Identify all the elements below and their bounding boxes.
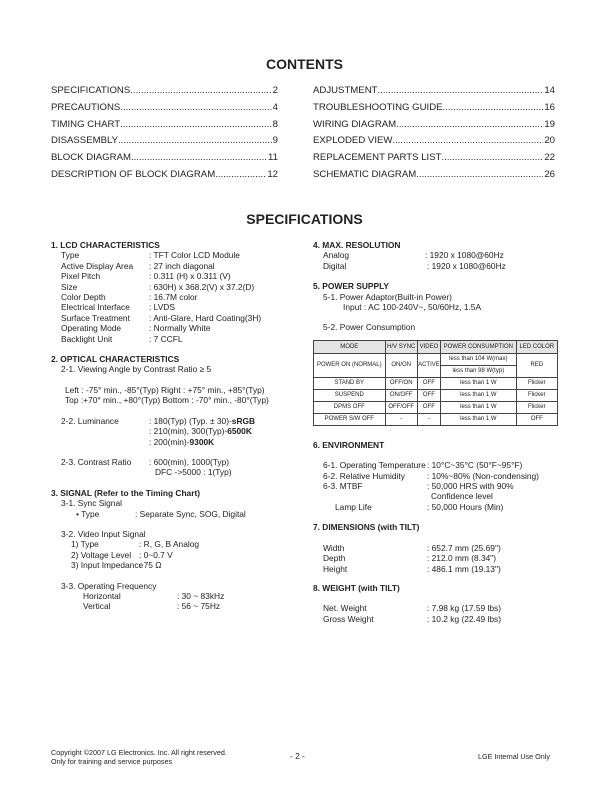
- table-cell: less than 104 W(max): [441, 353, 517, 365]
- toc-entry[interactable]: EXPLODED VIEW ..... 20: [313, 133, 555, 150]
- power-consumption-table: [313, 340, 558, 426]
- table-cell: OFF/OFF: [385, 401, 417, 413]
- training-line: Only for training and service purposes: [51, 757, 173, 766]
- table-header-cell: LED COLOR: [516, 340, 557, 353]
- table-header-row: [314, 340, 558, 353]
- table-cell: OFF: [417, 389, 440, 401]
- environment-heading: 6. ENVIRONMENT: [313, 439, 385, 450]
- spec-row: Electrical Interface : LVDS: [61, 302, 175, 313]
- page-number: - 2 -: [290, 751, 305, 761]
- table-cell: less than 98 W(typ): [441, 365, 517, 377]
- table-row: [314, 389, 558, 401]
- table-cell: STAND BY: [314, 377, 386, 389]
- spec-row: 3) Input Impedance : 75 Ω: [71, 560, 162, 571]
- table-header-cell: VIDEO: [417, 340, 440, 353]
- table-cell: SUSPEND: [314, 389, 386, 401]
- table-cell: OFF: [417, 401, 440, 413]
- table-row: [314, 353, 558, 365]
- lcd-heading: 1. LCD CHARACTERISTICS: [51, 240, 160, 250]
- spec-row: Operating Mode : Normally White: [61, 323, 211, 334]
- contrast-ratio-dfc: DFC ->5000 : 1(Typ): [155, 467, 232, 478]
- toc-entry[interactable]: TROUBLESHOOTING GUIDE ..... 16: [313, 100, 555, 117]
- table-cell: -: [417, 413, 440, 425]
- specifications-title: SPECIFICATIONS: [246, 211, 363, 227]
- contrast-ratio-row: 2-3. Contrast Ratio : 600(min), 1000(Typ): [61, 456, 230, 467]
- power-consumption-title: 5-2. Power Consumption: [323, 322, 416, 333]
- table-cell: DPMS OFF: [314, 401, 386, 413]
- sync-type-row: • Type : Separate Sync, SOG, Digital: [76, 508, 246, 519]
- video-input-title: 3-2. Video Input Signal: [61, 528, 146, 539]
- spec-row: Horizontal : 30 ~ 83kHz: [83, 590, 225, 601]
- toc-entry[interactable]: ADJUSTMENT ..... 14: [313, 83, 555, 100]
- toc-entry[interactable]: DISASSEMBLY ..... 9: [51, 133, 278, 150]
- table-row: [314, 377, 558, 389]
- table-cell: OFF: [417, 377, 440, 389]
- table-cell: less than 1 W: [441, 389, 517, 401]
- table-cell: ON/OFF: [385, 389, 417, 401]
- table-cell: ON/ON: [385, 353, 417, 377]
- luminance-row: 2-2. Luminance : 180(Typ) (Typ. ± 30)-sRGB: [61, 415, 256, 426]
- spec-row: Confidence level: [431, 491, 493, 502]
- spec-row: Width : 652.7 mm (25.69"): [323, 542, 501, 553]
- toc-entry[interactable]: REPLACEMENT PARTS LIST ..... 22: [313, 150, 555, 167]
- power-supply-heading: 5. POWER SUPPLY: [313, 281, 390, 292]
- spec-row: Active Display Area : 27 inch diagonal: [61, 260, 215, 271]
- table-cell: POWER ON (NORMAL): [314, 353, 386, 377]
- spec-row: Analog : 1920 x 1080@60Hz: [323, 250, 504, 261]
- toc-entry[interactable]: TIMING CHART ..... 8: [51, 117, 278, 134]
- spec-row: Depth : 212.0 mm (8.34"): [323, 553, 497, 564]
- spec-row: 1) Type : R, G, B Analog: [71, 539, 200, 550]
- spec-row: Pixel Pitch : 0.311 (H) x 0.311 (V): [61, 271, 231, 282]
- table-cell: less than 1 W: [441, 377, 517, 389]
- spec-row: Lamp Life : 50,000 Hours (Min): [335, 501, 504, 512]
- toc-entry[interactable]: SPECIFICATIONS ..... 2: [51, 83, 278, 100]
- toc-right-column: [313, 83, 555, 184]
- spec-row: Type : TFT Color LCD Module: [61, 250, 240, 261]
- operating-frequency-title: 3-3. Operating Frequency: [61, 580, 157, 591]
- table-cell: Flicker: [516, 377, 557, 389]
- table-cell: POWER S/W OFF: [314, 413, 386, 425]
- table-row: [314, 413, 558, 425]
- viewing-angle-left-right: Left : -75° min., -85°(Typ) Right : +75° min., +85°(Typ): [65, 384, 265, 395]
- spec-row: 6-3. MTBF : 50,000 HRS with 90%: [323, 481, 514, 492]
- luminance-9300k: : 200(min)-9300K: [149, 436, 215, 447]
- spec-row: 2) Voltage Level : 0~0.7 V: [71, 549, 173, 560]
- power-adaptor-line: 5-1. Power Adaptor(Built-in Power): [323, 291, 452, 302]
- footer-internal-use: LGE Internal Use Only: [478, 752, 550, 761]
- signal-heading: 3. SIGNAL (Refer to the Timing Chart): [51, 487, 201, 498]
- table-cell: less than 1 W: [441, 401, 517, 413]
- spec-row: Surface Treatment : Anti-Glare, Hard Coating(3H): [61, 312, 262, 323]
- spec-row: 6-2. Relative Humidity : 10%~80% (Non-condensing): [323, 470, 539, 481]
- toc-entry[interactable]: SCHEMATIC DIAGRAM ..... 26: [313, 167, 555, 184]
- footer-copyright: [51, 748, 227, 766]
- copyright-line: Copyright ©2007 LG Electronics. Inc. All right reserved.: [51, 748, 227, 757]
- table-cell: OFF: [516, 413, 557, 425]
- weight-heading: 8. WEIGHT (with TILT): [313, 582, 400, 593]
- contents-title: CONTENTS: [266, 56, 343, 72]
- spec-row: Color Depth : 16.7M color: [61, 292, 198, 303]
- table-cell: ACTIVE: [417, 353, 440, 377]
- spec-row: Size : 630H) x 368.2(V) x 37.2(D): [61, 281, 255, 292]
- toc-entry[interactable]: BLOCK DIAGRAM ..... 11: [51, 150, 278, 167]
- spec-row: Digital : 1920 x 1080@60Hz: [323, 260, 506, 271]
- optical-heading: 2. OPTICAL CHARACTERISTICS: [51, 354, 180, 365]
- toc-entry[interactable]: WIRING DIAGRAM ..... 19: [313, 117, 555, 134]
- table-cell: less than 1 W: [441, 413, 517, 425]
- table-cell: -: [385, 413, 417, 425]
- viewing-angle-top-bottom: Top :+70° min., +80°(Typ) Bottom : -70° min., -80°(Typ): [65, 395, 269, 406]
- table-row: [314, 401, 558, 413]
- toc-entry[interactable]: PRECAUTIONS ..... 4: [51, 100, 278, 117]
- table-cell: Flicker: [516, 389, 557, 401]
- table-header-cell: MODE: [314, 340, 386, 353]
- resolution-heading: 4. MAX. RESOLUTION: [313, 240, 401, 250]
- spec-row: Vertical : 56 ~ 75Hz: [83, 601, 221, 612]
- spec-row: Backlight Unit : 7 CCFL: [61, 333, 183, 344]
- power-input-line: Input : AC 100-240V~, 50/60Hz, 1.5A: [343, 302, 482, 313]
- spec-row: Gross Weight : 10.2 kg (22.49 lbs): [323, 613, 502, 624]
- viewing-angle-title: 2-1. Viewing Angle by Contrast Ratio ≥ 5: [61, 364, 212, 375]
- specs-right-column: [313, 240, 563, 624]
- toc-left-column: [51, 83, 278, 184]
- specs-left-column: [51, 240, 311, 612]
- table-cell: Flicker: [516, 401, 557, 413]
- spec-row: Net. Weight : 7.98 kg (17.59 lbs): [323, 603, 502, 614]
- dimensions-heading: 7. DIMENSIONS (with TILT): [313, 522, 420, 533]
- toc-entry[interactable]: DESCRIPTION OF BLOCK DIAGRAM ..... 12: [51, 167, 278, 184]
- table-cell: OFF/ON: [385, 377, 417, 389]
- table-cell: RED: [516, 353, 557, 377]
- table-header-cell: POWER CONSUMPTION: [441, 340, 517, 353]
- sync-signal-title: 3-1. Sync Signal: [61, 498, 122, 509]
- table-header-cell: H/V SYNC: [385, 340, 417, 353]
- spec-row: 6-1. Operating Temperature : 10°C~35°C (50°F~95°F): [323, 460, 523, 471]
- spec-row: Height : 486.1 mm (19.13"): [323, 563, 501, 574]
- luminance-6500k: : 210(min), 300(Typ)-6500K: [149, 426, 252, 437]
